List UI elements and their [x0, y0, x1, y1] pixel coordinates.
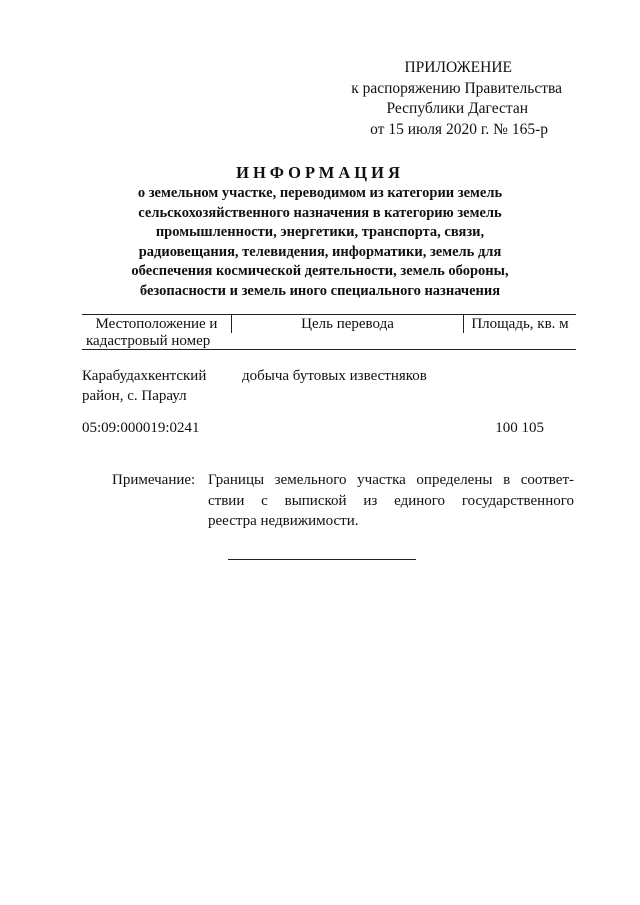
- heading-line: обеспечения космической деятельности, земель обороны,: [131, 263, 509, 279]
- column-header-purpose: Цель перевода: [232, 315, 464, 333]
- heading-line: радиовещания, телевидения, информатики, земель для: [138, 243, 502, 260]
- appendix-line-2: Республики Дагестан: [386, 100, 528, 117]
- heading-line: промышленности, энергетики, транспорта, связи,: [155, 224, 485, 240]
- note-line-2: ствии с выпиской из единого государственного: [208, 492, 574, 509]
- note-body: [208, 470, 574, 532]
- column-header-location-line-2: кадастровый номер: [86, 333, 211, 349]
- appendix-title: ПРИЛОЖЕНИЕ: [404, 59, 512, 76]
- note-line-3: реестра недвижимости.: [208, 513, 359, 529]
- heading-line: сельскохозяйственного назначения в категорию земель: [138, 204, 502, 221]
- heading-line: о земельном участке, переводимом из категории земель: [137, 185, 503, 201]
- heading-line: безопасности и земель иного специального назначения: [139, 282, 501, 299]
- table-header: [82, 314, 576, 350]
- column-header-location: [82, 315, 232, 349]
- heading-title: ИНФОРМАЦИЯ: [236, 163, 404, 182]
- appendix-block: [282, 58, 562, 140]
- row-location-line-2: район, с. Параул: [82, 388, 187, 404]
- appendix-line-3: от 15 июля 2020 г. № 165-р: [370, 120, 548, 138]
- row-purpose: добыча бутовых известняков: [242, 368, 427, 384]
- land-table: [82, 314, 576, 350]
- appendix-line-1: к распоряжению Правительства: [351, 79, 562, 97]
- column-header-location-line-1: Местоположение и: [95, 316, 218, 332]
- note-line-1: Границы земельного участка определены в соответ-: [208, 472, 574, 488]
- row-cadastral-number: 05:09:000019:0241: [82, 420, 200, 436]
- row-location-line-1: Карабудахкентский: [82, 368, 207, 384]
- row-area: 100 105: [495, 420, 544, 436]
- document-heading: [90, 162, 550, 301]
- closing-rule: [228, 559, 416, 560]
- column-header-area: Площадь, кв. м: [471, 316, 569, 332]
- note-label: Примечание:: [112, 472, 196, 488]
